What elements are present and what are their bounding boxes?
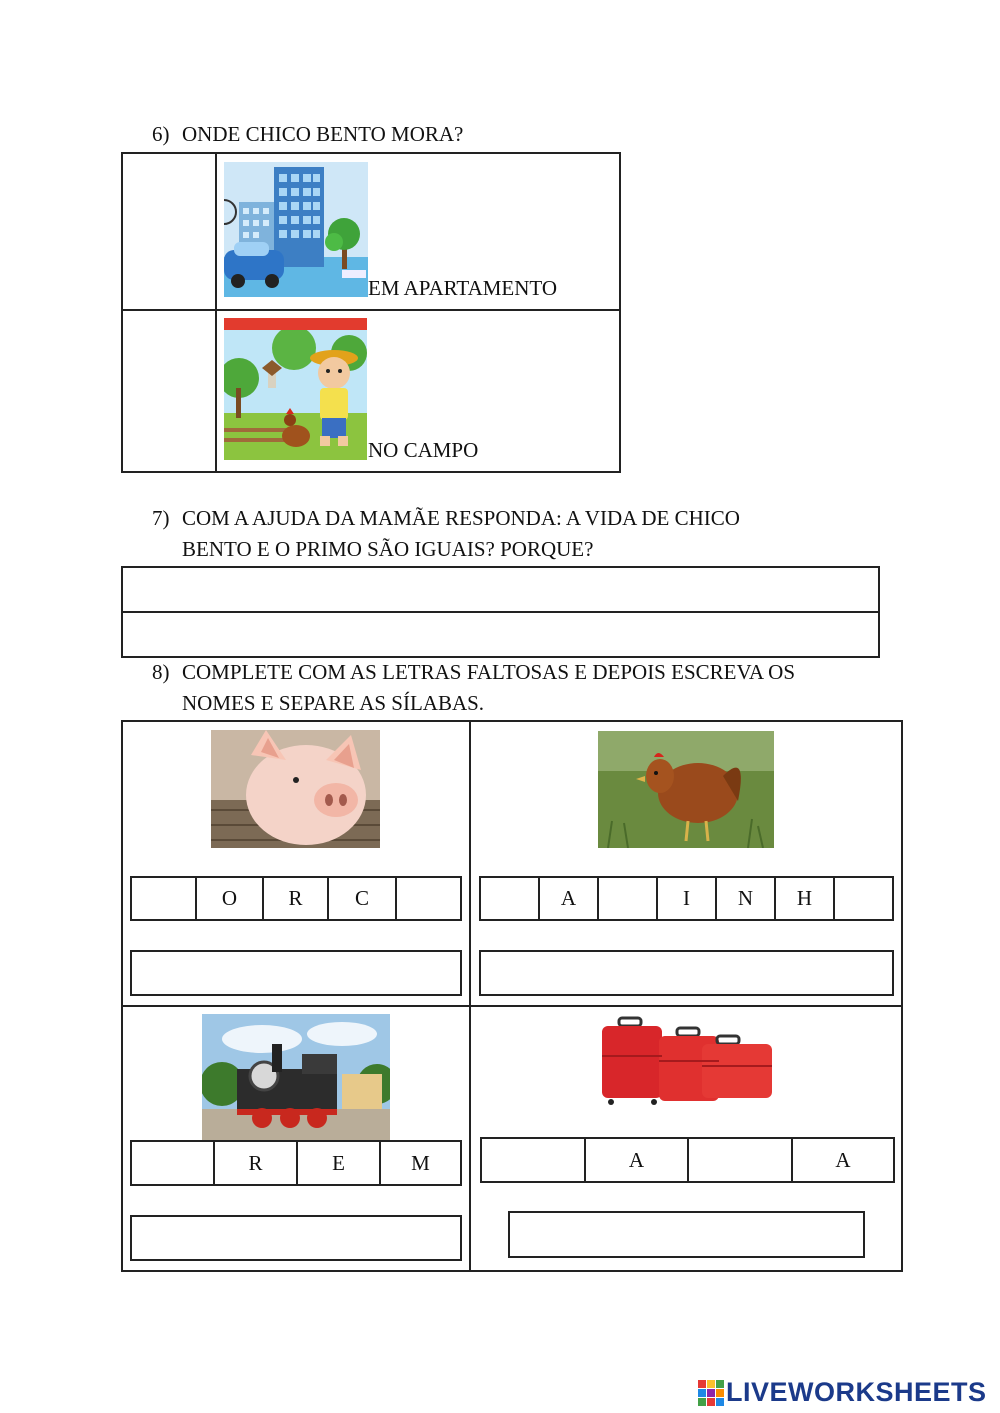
q7-line-2: BENTO E O PRIMO SÃO IGUAIS? PORQUE?: [182, 537, 594, 561]
q8-column-divider: [469, 720, 471, 1272]
q7-answer-line-1[interactable]: [121, 566, 880, 613]
q6-answer-cell-1[interactable]: [123, 154, 215, 309]
hen-letter-3[interactable]: [597, 876, 658, 921]
train-name-answer[interactable]: [130, 1215, 462, 1261]
q6-column-divider: [215, 152, 217, 473]
pig-letter-1[interactable]: [130, 876, 197, 921]
suitcase-letter-3[interactable]: [687, 1137, 793, 1183]
q6-number: 6): [152, 122, 170, 146]
pig-letter-5[interactable]: [395, 876, 462, 921]
hen-letter-5: N: [715, 876, 776, 921]
suitcase-letter-1[interactable]: [480, 1137, 586, 1183]
suitcase-name-answer[interactable]: [508, 1211, 865, 1258]
q6-answer-cell-2[interactable]: [123, 311, 215, 471]
q6-option-1-label: EM APARTAMENTO: [368, 276, 558, 300]
city-apartment-building-icon: [224, 162, 368, 297]
q8-row-divider: [121, 1005, 903, 1007]
hen-letter-2: A: [538, 876, 599, 921]
q7-number: 7): [152, 506, 170, 530]
train-letter-1[interactable]: [130, 1140, 215, 1186]
q8-title: [152, 657, 795, 688]
hen-photo: [598, 731, 774, 848]
pig-letter-3: R: [262, 876, 329, 921]
logo-text-prefix: LIVE: [726, 1377, 789, 1407]
q7-answer-line-2[interactable]: [121, 611, 880, 658]
q8-number: 8): [152, 660, 170, 684]
q8-line-1: COMPLETE COM AS LETRAS FALTOSAS E DEPOIS ESCREVA OS: [182, 660, 796, 684]
liveworksheets-logo-icon: [698, 1380, 724, 1406]
q6-text: ONDE CHICO BENTO MORA?: [182, 122, 464, 146]
suitcase-letter-4: A: [791, 1137, 895, 1183]
train-letter-4: M: [379, 1140, 462, 1186]
q8-line-2: NOMES E SEPARE AS SÍLABAS.: [182, 691, 485, 715]
hen-letter-7[interactable]: [833, 876, 894, 921]
q7-line-1: COM A AJUDA DA MAMÃE RESPONDA: A VIDA DE CHICO: [182, 506, 740, 530]
hen-letter-4: I: [656, 876, 717, 921]
hen-letter-6: H: [774, 876, 835, 921]
q6-option-2-label: NO CAMPO: [368, 438, 479, 462]
logo-text-suffix: WORKSHEETS: [788, 1377, 987, 1407]
train-letter-3: E: [296, 1140, 381, 1186]
q6-title: [152, 119, 463, 150]
train-photo: [202, 1014, 390, 1140]
pig-name-answer[interactable]: [130, 950, 462, 996]
pig-photo: [211, 730, 380, 848]
train-letter-2: R: [213, 1140, 298, 1186]
pig-letter-4: C: [327, 876, 397, 921]
hen-letter-1[interactable]: [479, 876, 540, 921]
suitcase-letter-2: A: [584, 1137, 689, 1183]
hen-name-answer[interactable]: [479, 950, 894, 996]
suitcases-photo: [599, 1016, 777, 1106]
chico-bento-farm-icon: [224, 318, 367, 460]
liveworksheets-logo: [698, 1377, 987, 1408]
q7-title: [152, 503, 740, 534]
pig-letter-2: O: [195, 876, 264, 921]
